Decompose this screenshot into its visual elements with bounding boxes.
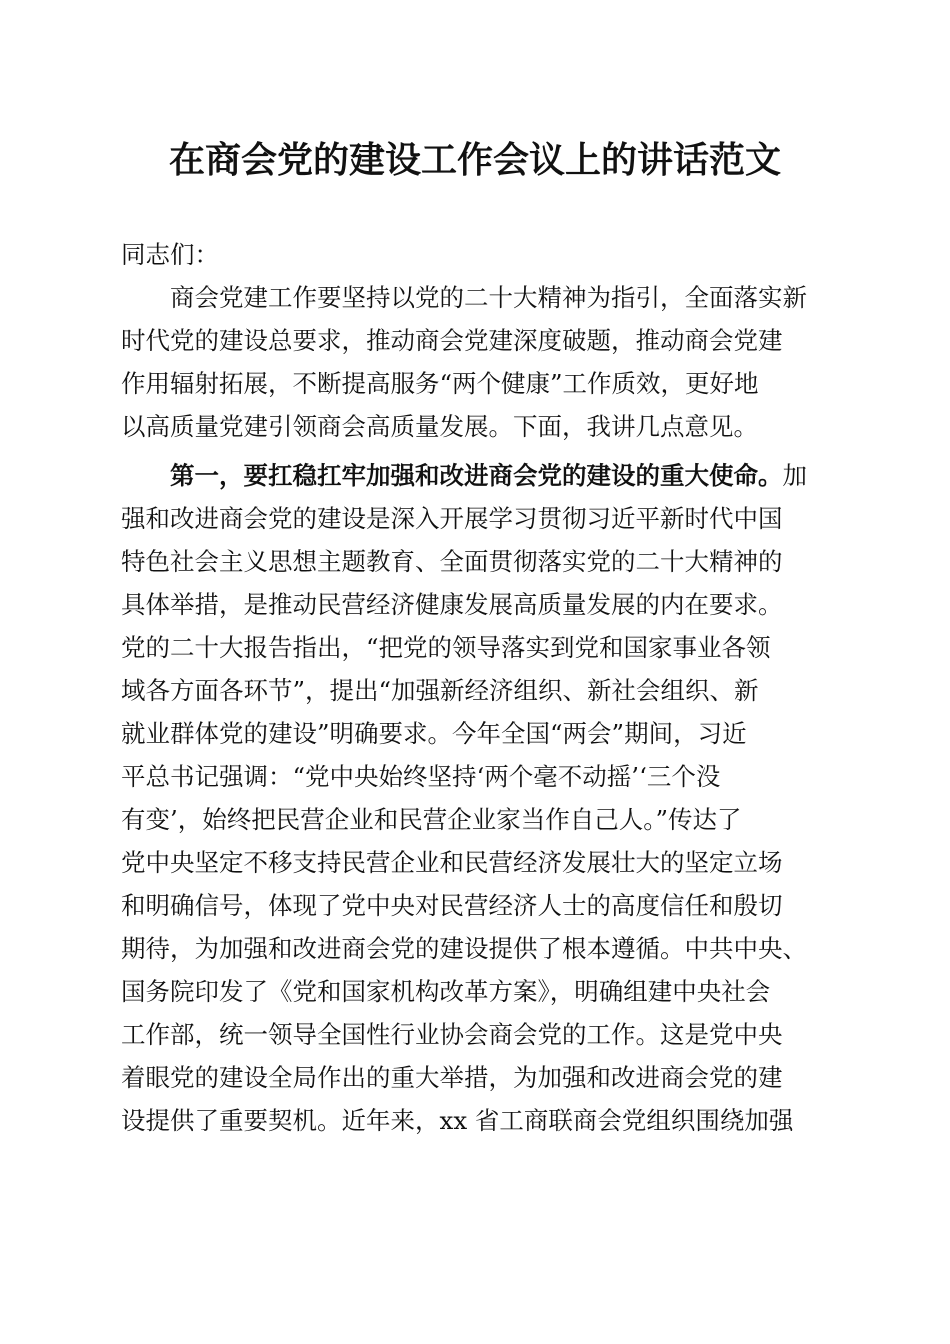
- paragraph-2-line-7: 就业群体党的建设”明确要求。今年全国“两会”期间，习近: [121, 719, 747, 748]
- paragraph-1-line-1: 商会党建工作要坚持以党的二十大精神为指引，全面落实新: [121, 283, 807, 312]
- paragraph-2-line-9: 有变’，始终把民营企业和民营企业家当作自己人。”传达了: [121, 805, 742, 834]
- section-heading: 第一，要扛稳扛牢加强和改进商会党的建设的重大使命。: [121, 461, 783, 490]
- paragraph-1-line-3: 作用辐射拓展，不断提高服务“两个健康”工作质效，更好地: [121, 369, 759, 398]
- paragraph-1-line-4: 以高质量党建引领商会高质量发展。下面，我讲几点意见。: [121, 412, 758, 441]
- paragraph-2-line-15: 着眼党的建设全局作出的重大举措，为加强和改进商会党的建: [121, 1063, 783, 1092]
- paragraph-2-line-5: 党的二十大报告指出，“把党的领导落实到党和国家事业各领: [121, 633, 771, 662]
- paragraph-2-line-14: 工作部，统一领导全国性行业协会商会党的工作。这是党中央: [121, 1020, 783, 1049]
- paragraph-2-line-10: 党中央坚定不移支持民营企业和民营经济发展壮大的坚定立场: [121, 848, 783, 877]
- paragraph-2-line-8: 平总书记强调：“党中央始终坚持‘两个毫不动摇’‘三个没: [121, 762, 721, 791]
- paragraph-2-line-6: 域各方面各环节”，提出“加强新经济组织、新社会组织、新: [121, 676, 759, 705]
- paragraph-2-line-11: 和明确信号，体现了党中央对民营经济人士的高度信任和殷切: [121, 891, 783, 920]
- paragraph-2-line-12: 期待，为加强和改进商会党的建设提供了根本遵循。中共中央、: [121, 934, 807, 963]
- paragraph-1-line-2: 时代党的建设总要求，推动商会党建深度破题，推动商会党建: [121, 326, 783, 355]
- paragraph-2-line-1-rest: 加: [782, 461, 807, 490]
- paragraph-2-line-1: [121, 456, 831, 496]
- paragraph-2-line-13: 国务院印发了《党和国家机构改革方案》，明确组建中央社会: [121, 977, 771, 1006]
- paragraph-2-line-4: 具体举措，是推动民营经济健康发展高质量发展的内在要求。: [121, 590, 783, 619]
- paragraph-2-line-3: 特色社会主义思想主题教育、全面贯彻落实党的二十大精神的: [121, 547, 783, 576]
- document-title: 在商会党的建设工作会议上的讲话范文: [168, 139, 781, 181]
- paragraph-2-line-16: 设提供了重要契机。近年来，xx 省工商联商会党组织围绕加强: [121, 1106, 794, 1135]
- greeting: 同志们：: [121, 240, 219, 269]
- paragraph-2-line-2: 强和改进商会党的建设是深入开展学习贯彻习近平新时代中国: [121, 504, 783, 533]
